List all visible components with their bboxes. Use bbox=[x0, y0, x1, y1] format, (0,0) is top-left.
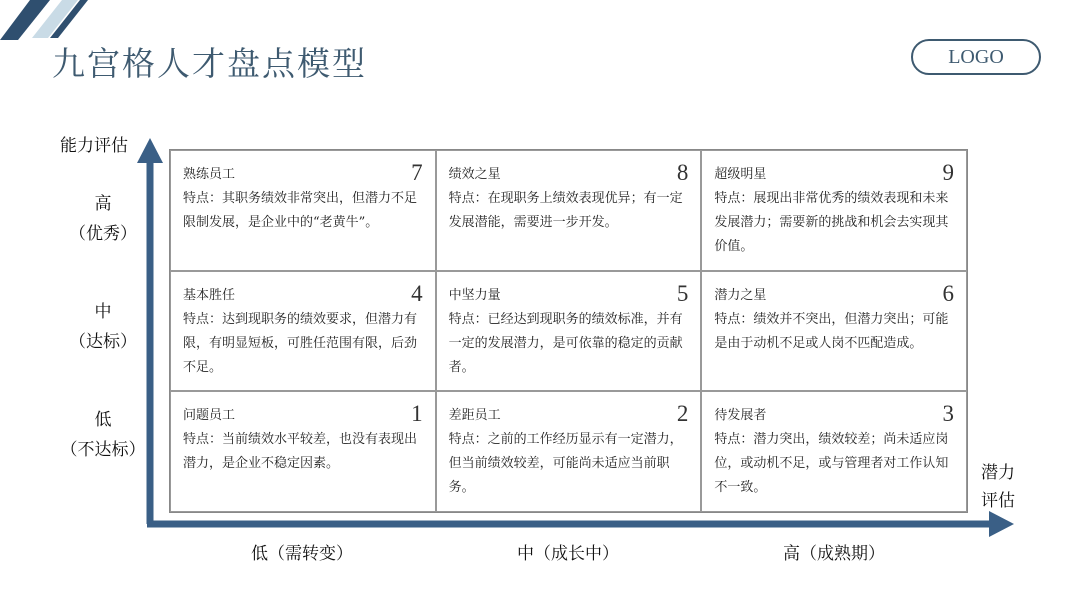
cell-description: 特点：达到现职务的绩效要求，但潜力有限，有明显短板，可胜任范围有限，后劲不足。 bbox=[183, 311, 418, 375]
cell-number: 3 bbox=[942, 401, 954, 427]
cell-number: 4 bbox=[411, 280, 423, 306]
cell-description: 特点：绩效并不突出，但潜力突出；可能是由于动机不足或人岗不匹配造成。 bbox=[714, 311, 949, 351]
col-label-mid: 中（成长中） bbox=[517, 544, 619, 564]
cell-name: 待发展者 bbox=[714, 408, 767, 424]
col-label-high: 高（成熟期） bbox=[783, 544, 885, 564]
cell-description: 特点：其职务绩效非常突出，但潜力不足限制发展，是企业中的“老黄牛”。 bbox=[183, 191, 418, 230]
cell-number: 9 bbox=[942, 160, 954, 185]
cell-description: 特点：展现出非常优秀的绩效表现和未来发展潜力；需要新的挑战和机会去实现其价值。 bbox=[714, 191, 949, 254]
grid-cell bbox=[701, 150, 967, 271]
cell-number: 7 bbox=[411, 160, 423, 185]
y-axis-title: 能力评估 bbox=[60, 136, 128, 156]
grid-cell bbox=[436, 271, 702, 392]
grid-cell bbox=[436, 391, 702, 512]
cell-name: 潜力之星 bbox=[714, 287, 767, 303]
grid-cell bbox=[701, 271, 967, 392]
cell-name: 差距员工 bbox=[448, 408, 501, 424]
page-title: 九宫格人才盘点模型 bbox=[52, 44, 367, 83]
cell-name: 超级明星 bbox=[714, 167, 767, 182]
y-axis-arrow bbox=[137, 138, 163, 163]
cell-description: 特点：已经达到现职务的绩效标准，并有一定的发展潜力，是可依靠的稳定的贡献者。 bbox=[448, 311, 683, 375]
row-label-line1: 高 bbox=[94, 194, 112, 214]
cell-description: 特点：之前的工作经历显示有一定潜力，但当前绩效较差，可能尚未适应当前职务。 bbox=[448, 432, 683, 496]
row-label-line2: （不达标） bbox=[60, 440, 146, 460]
cell-number: 1 bbox=[411, 401, 423, 427]
grid-cell bbox=[701, 391, 967, 512]
cell-description: 特点：在现职务上绩效表现优异；有一定发展潜能，需要进一步开发。 bbox=[448, 191, 683, 230]
cell-number: 2 bbox=[676, 401, 689, 427]
row-label-high bbox=[60, 189, 146, 249]
cell-name: 基本胜任 bbox=[183, 287, 236, 303]
cell-number: 6 bbox=[942, 280, 954, 306]
grid-cell bbox=[170, 150, 436, 271]
nine-box-grid bbox=[169, 149, 968, 513]
grid-cell bbox=[170, 271, 436, 392]
cell-name: 绩效之星 bbox=[448, 167, 501, 182]
cell-number: 5 bbox=[676, 280, 689, 306]
col-label-low: 低（需转变） bbox=[251, 544, 353, 564]
grid-cell bbox=[170, 391, 436, 512]
cell-number: 8 bbox=[676, 160, 689, 185]
cell-name: 熟练员工 bbox=[183, 167, 236, 182]
row-label-line2: （优秀） bbox=[69, 224, 137, 244]
cell-name: 问题员工 bbox=[183, 408, 236, 424]
cell-description: 特点：潜力突出，绩效较差；尚未适应岗位，或动机不足，或与管理者对工作认知不一致。 bbox=[714, 432, 949, 496]
row-label-line2: （达标） bbox=[69, 332, 137, 352]
x-axis-title: 潜力评估 bbox=[981, 463, 1015, 511]
cell-description: 特点：当前绩效水平较差，也没有表现出潜力，是企业不稳定因素。 bbox=[183, 432, 418, 472]
row-label-line1: 低 bbox=[94, 410, 112, 430]
logo-badge: LOGO bbox=[911, 39, 1041, 75]
row-label-mid bbox=[60, 297, 146, 357]
row-label-low bbox=[60, 405, 146, 465]
grid-cell bbox=[436, 150, 702, 271]
row-label-line1: 中 bbox=[94, 302, 112, 322]
cell-name: 中坚力量 bbox=[448, 287, 501, 303]
